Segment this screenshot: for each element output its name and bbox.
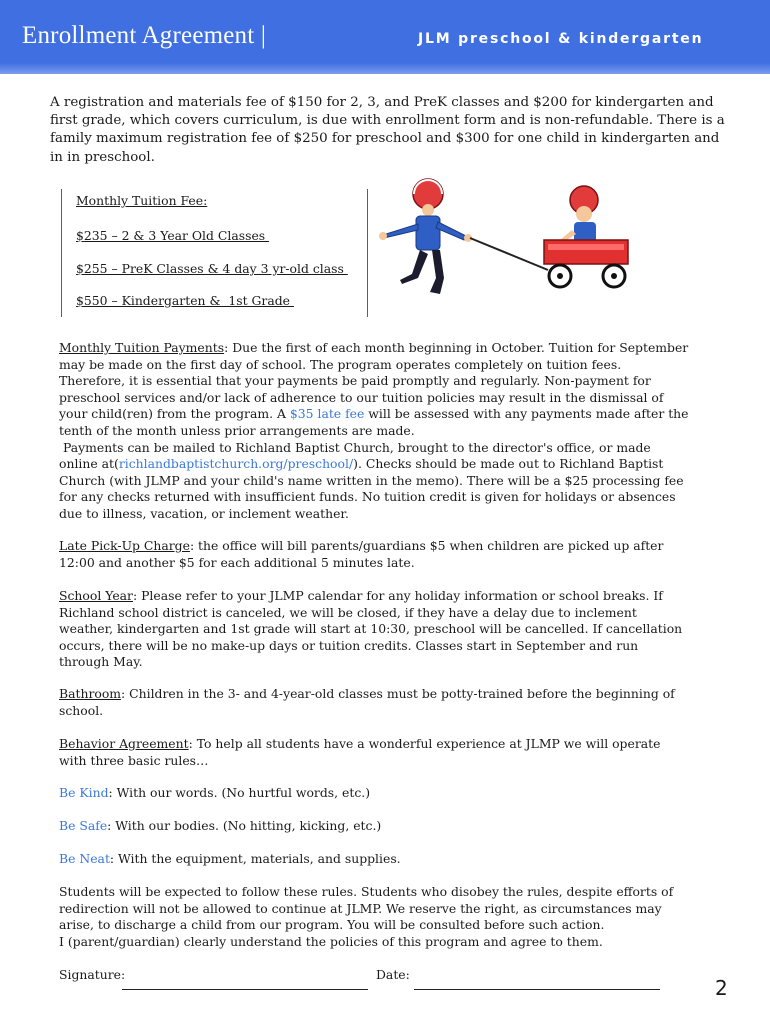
late-pickup-section [59, 538, 689, 571]
rule-name: Be Neat [59, 851, 110, 866]
late-fee-link[interactable]: $35 late fee [289, 406, 365, 422]
section-heading: Bathroom [59, 686, 122, 701]
section-text: will be assessed with any payments made after the tenth of the month unless prior arrangements are made. [59, 406, 689, 438]
rule-text: : With our words. (No hurtful words, etc.) [108, 785, 371, 800]
section-text: : the office will bill parents/guardians $5 when children are picked up after 12:00 and another $5 for each additional 5 minutes late. [59, 538, 664, 570]
tuition-payments-section [59, 340, 689, 523]
date-field[interactable] [414, 989, 660, 990]
agreement-statement: I (parent/guardian) clearly understand the policies of this program and agree to them. [59, 933, 603, 949]
section-text: : Children in the 3- and 4-year-old classes must be potty-trained before the beginning of school. [59, 686, 675, 718]
signature-field[interactable] [122, 989, 368, 990]
rule-item [59, 785, 689, 802]
child-in-wagon-figure [560, 186, 598, 244]
section-heading: Late Pick-Up Charge [59, 538, 190, 553]
tuition-fee-box [61, 189, 368, 317]
boy-pulling-wagon-illustration [376, 174, 634, 302]
page-number: 2 [715, 976, 728, 1000]
rule-text: : With our bodies. (No hitting, kicking, etc.) [107, 818, 382, 833]
page-title: Enrollment Agreement | [22, 22, 267, 49]
registration-fee-paragraph: A registration and materials fee of $150 for 2, 3, and PreK classes and $200 for kindergarten and first grade, which covers curriculum, is due with enrollment form and is non-refundable. There is a family maximum registration fee of $250 for preschool and $300 for one child in kindergarten and in in preschool. [50, 95, 725, 165]
rule-name: Be Kind [59, 785, 109, 800]
section-text: : Due the first of each month beginning in October. Tuition for September may be made on the first day of school. The program operates completely on tuition fees. Therefore, it is essential that your payments be paid promptly and regularly. Non-payment for preschool services and/or lack of adherence to our tuition policies may result in the dismissal of your child(ren) from the program. A [59, 340, 689, 422]
section-text: : Please refer to your JLMP calendar for any holiday information or school breaks. If Richland school district is canceled, we will be closed, if they have a delay due to inclement weather, kindergarten and 1st grade will start at 10:30, preschool will be cancelled. If cancellation occurs, there will be no make-up days or tuition credits. Classes start in September and run through May. [59, 588, 683, 670]
school-year-section [59, 588, 689, 671]
rule-name: Be Safe [59, 818, 108, 833]
section-text: Payments can be mailed to Richland Baptist Church, brought to the director's office, or made online at( [59, 439, 651, 472]
tuition-fee-title: Monthly Tuition Fee: [76, 193, 208, 208]
bathroom-section [59, 686, 689, 719]
section-text: ). Checks should be made out to Richland Baptist Church (with JLMP and your child's name written in the memo). There will be a $25 processing fee for any checks returned with insufficient funds. No tuition credit is given for holidays or absences due to illness, vacation, or inclement weather. [59, 456, 684, 521]
section-text: : To help all students have a wonderful experience at JLMP we will operate with three basic rules… [59, 736, 661, 768]
behavior-section [59, 736, 689, 769]
date-label: Date: [376, 967, 410, 982]
rule-item [59, 851, 689, 868]
rule-item [59, 818, 689, 835]
tuition-fee-item: $255 – PreK Classes & 4 day 3 yr-old class [76, 261, 348, 276]
tuition-fee-item: $550 – Kindergarten & 1st Grade [76, 293, 294, 308]
section-heading: School Year [59, 588, 133, 603]
wagon-handle [470, 238, 548, 270]
closing-section [59, 884, 689, 950]
closing-text: Students will be expected to follow these rules. Students who disobey the rules, despite efforts of redirection will not be allowed to continue at JLMP. We reserve the right, as circumstances may arise, to discharge a child from our program. You will be consulted before such action. [59, 884, 674, 933]
tuition-fee-item: $235 – 2 & 3 Year Old Classes [76, 228, 270, 243]
rule-text: : With the equipment, materials, and supplies. [109, 851, 401, 866]
school-name: JLM preschool & kindergarten [418, 31, 704, 47]
signature-label: Signature: [59, 967, 126, 982]
pulling-boy-figure [379, 179, 472, 294]
red-wagon [544, 240, 628, 287]
section-heading: Behavior Agreement [59, 736, 189, 751]
section-heading: Monthly Tuition Payments [59, 340, 225, 355]
website-link[interactable]: richlandbaptistchurch.org/preschool/ [118, 456, 354, 472]
header-banner [0, 0, 770, 74]
